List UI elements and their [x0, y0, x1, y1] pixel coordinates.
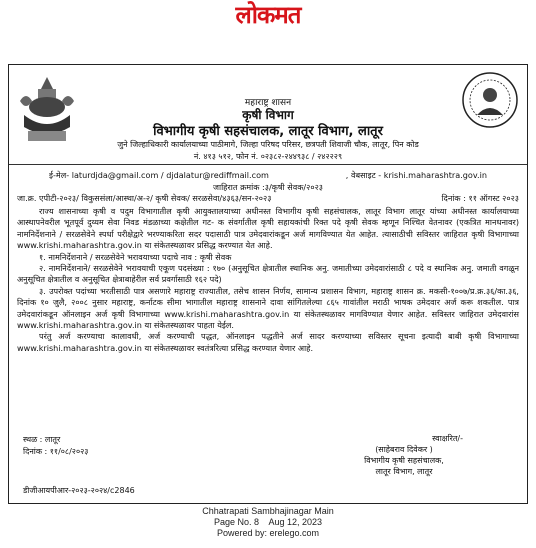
- place-text: स्थळ : लातूर: [23, 435, 61, 444]
- signatory-name: (साहेबराव दिवेकर ): [375, 445, 433, 454]
- release-code: डीजीआयपीआर-२०२३-२०२४/c2846: [23, 486, 135, 495]
- footer-edition: Chhatrapati Sambhajinagar Main: [202, 506, 334, 516]
- contact-row: [49, 170, 487, 181]
- advertisement-clipping: [8, 64, 528, 504]
- website-text: , वेबसाइट - krishi.maharashtra.gov.in: [345, 170, 487, 180]
- place-date-block: [23, 434, 88, 458]
- paragraph-eligibility: ३. उपरोक्त पदांच्या भरतीसाठी पात्र असणारे महाराष्ट्र राज्यातील, तसेच शासन निर्णय, सामान्य प्रशासन विभाग, महाराष्ट्र शासन क्र. मकसी-१००७/प्र.क्र.३६/का.३६, दिनांक १० जुलै, २००८ नुसार महाराष्ट्र, कर्नाटक सीमा भागातील महाराष्ट्र शासनाने दावा सांगितलेल्या ८६५ गावांतील मराठी भाषक उमेदवार अर्ज करू शकतील. पात्र उमेदवारांकडून ऑनलाइन अर्ज कृषी विभागाच्या www.krishi.maharashtra.gov.in या संकेतस्थळावर मागविण्यात येणार आहेत. सविस्तर जाहिरात उमेदवारांस www.krishi.maharashtra.gov.in या संकेतस्थळावर पाहता येईल.: [17, 285, 519, 331]
- header-address: जुने जिल्हाधिकारी कार्यालयाच्या पाठीमागे, जिल्हा परिषद परिसर, छत्रपती शिवाजी चौक, लातूर, पिन कोड: [117, 140, 419, 149]
- header-state: महाराष्ट्र शासन: [244, 98, 292, 108]
- email-text: ई-मेल- laturdjda@gmail.com / djdalatur@rediffmail.com: [49, 170, 269, 180]
- paragraph-instructions: परंतु अर्ज करण्याचा कालावधी, अर्ज करण्याची पद्धत, ऑनलाइन पद्धतीने अर्ज सादर करण्याच्या सविस्तर सूचना इत्यादी बाबी कृषी विभागाच्या www.krishi.maharashtra.gov.in या संकेतस्थळावर स्वतंत्ररित्या प्रसिद्ध करण्यात येणार आहे.: [17, 331, 519, 353]
- page-footer: [0, 506, 536, 539]
- reference-row: [17, 193, 519, 204]
- advertisement-number: जाहिरात क्रमांक :३/कृषी सेवक/२०२३: [212, 182, 323, 192]
- newspaper-masthead: [0, 0, 536, 30]
- signatory-location: लातूर विभाग, लातूर: [375, 467, 433, 476]
- header-divider: [9, 164, 527, 165]
- header-department: कृषी विभाग: [242, 108, 294, 122]
- footer-powered: Powered by: erelego.com: [216, 528, 320, 538]
- signed-text: स्वाक्षरित/-: [432, 434, 463, 443]
- header-office: विभागीय कृषी सहसंचालक, लातूर विभाग, लातूर: [153, 124, 383, 139]
- maharashtra-govt-emblem-icon: [18, 71, 76, 149]
- agriculture-department-seal-icon: [461, 71, 519, 129]
- signatory-title: विभागीय कृषी सहसंचालक,: [364, 456, 444, 465]
- reference-date: दिनांक : ११ ऑगस्ट २०२३: [441, 193, 519, 203]
- signature-block: [339, 433, 469, 477]
- reference-number: जा.क्र. एपीटी-२०२३/ विकुससंला/आस्था/अ-२/ कृषी सेवक/ सरळसेवा/४३६३/सन-२०२३: [17, 193, 272, 203]
- footer-page: Page No. 8 Aug 12, 2023: [213, 517, 323, 527]
- paragraph-post-count: २. नामनिर्देशनाने/ सरळसेवेने भरावयाची एकूण पदसंख्या : १७० (अनुसूचित क्षेत्रातील स्थानिक अनु. जमातीच्या उमेदवारांसाठी ८ पदे व स्थानिक अनु. जमाती वगळून अनुसूचित क्षेत्रातील व अनुसूचित क्षेत्राबाहेरील सर्व प्रवर्गासाठी १६२ पदे): [17, 263, 519, 285]
- advertisement-body: [17, 206, 519, 354]
- paragraph-intro: राज्य शासनाच्या कृषी व पदुम विभागातील कृषी आयुक्तालयाच्या अधीनस्त विभागीय कृषी सहसंचालक, लातूर विभाग लातूर यांच्या अधीनस्त कार्यालयाच्या आस्थापनेवरील भूतपूर्व दुय्यम सेवा निवड मंडळाच्या कक्षेतील गट- क संवर्गातील कृषी सहायकांची रिक्त पदे कृषी सेवक म्हणून निश्चित वेतनावर (एकत्रित मानधनावर) नामनिर्देशनाने / सरळसेवेने स्पर्धा परीक्षेद्वारे भरण्याकरिता सदर पदासाठी पात्र उमेदवारांकडून अर्ज मागविण्यात येत आहेत. त्यासाठीची सविस्तर जाहिरात कृषी विभागाच्या www.krishi.maharashtra.gov.in या संकेतस्थळावर प्रसिद्ध करण्यात येत आहे.: [17, 206, 519, 251]
- date-text: दिनांक : ११/०८/२०२३: [23, 447, 89, 456]
- paragraph-post-name: १. नामनिर्देशनाने / सरळसेवेने भरावयाच्या पदाचे नाव : कृषी सेवक: [39, 251, 232, 262]
- masthead-logo-text: लोकमत: [235, 0, 301, 29]
- header-telephone: नं. ४१३ ५१२, फोन नं. ०२३८२-२४४९३८ / २४२२२९: [193, 152, 343, 161]
